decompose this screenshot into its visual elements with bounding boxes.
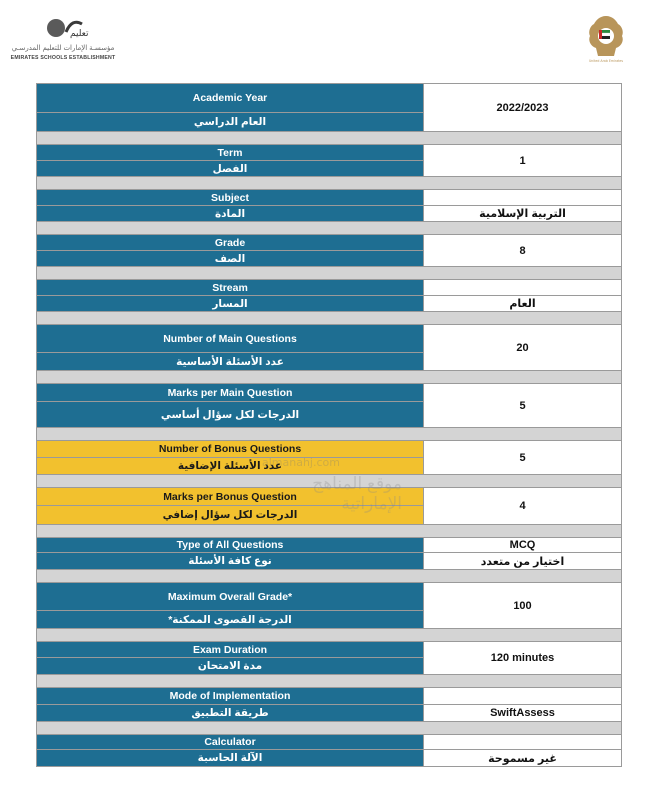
question-type-value-en: MCQ [424,538,622,553]
term-label-ar: الفصل [37,161,424,177]
calculator-value-blank [424,735,622,750]
marks-main-value: 5 [424,384,622,428]
marks-bonus-value: 4 [424,488,622,525]
row-separator [37,722,622,735]
grade-value: 8 [424,235,622,267]
stream-label-en: Stream [37,280,424,296]
table-row [37,735,622,750]
mode-value-blank [424,688,622,705]
subject-value-blank [424,190,622,206]
main-questions-label-ar: عدد الأسئلة الأساسية [37,353,424,371]
table-row [37,553,622,570]
max-grade-label-ar: الدرجة القصوى الممكنة* [37,611,424,629]
watermark-text-ar: موقع المناهج الإماراتية [312,474,402,513]
grade-label-ar: الصف [37,251,424,267]
main-questions-value: 20 [424,325,622,371]
mode-value: SwiftAssess [424,705,622,722]
watermark [262,456,402,526]
uae-caption: United Arab Emirates [588,59,624,63]
max-grade-value: 100 [424,583,622,629]
mode-label-en: Mode of Implementation [37,688,424,705]
marks-main-label-en: Marks per Main Question [37,384,424,402]
row-separator [37,570,622,583]
row-separator [37,428,622,441]
row-separator [37,222,622,235]
row-separator [37,312,622,325]
max-grade-label-en: Maximum Overall Grade* [37,583,424,611]
marks-bonus-label-en: Marks per Bonus Question [37,488,424,506]
row-separator [37,675,622,688]
calculator-label-en: Calculator [37,735,424,750]
table-row [37,538,622,553]
calculator-label-ar: الآلة الحاسبة [37,750,424,767]
stream-value-blank [424,280,622,296]
table-row [37,705,622,722]
table-row [37,84,622,113]
subject-value: التربية الإسلامية [424,206,622,222]
duration-label-ar: مدة الامتحان [37,658,424,675]
term-label-en: Term [37,145,424,161]
exam-specification-table [36,83,622,767]
table-row [37,583,622,611]
row-separator [37,371,622,384]
term-value: 1 [424,145,622,177]
table-row [37,688,622,705]
row-separator [37,177,622,190]
stream-value: العام [424,296,622,312]
subject-label-ar: المادة [37,206,424,222]
subject-label-en: Subject [37,190,424,206]
question-type-label-en: Type of All Questions [37,538,424,553]
table-row [37,642,622,658]
table-row [37,145,622,161]
emirates-schools-logo [4,14,122,66]
table-row [37,235,622,251]
row-separator [37,525,622,538]
table-row [37,296,622,312]
table-row [37,441,622,458]
table-row [37,750,622,767]
question-type-value-ar: اختيار من متعدد [424,553,622,570]
taleem-text: تعليم [70,29,89,39]
duration-value: 120 minutes [424,642,622,675]
table-row [37,384,622,402]
row-separator [37,267,622,280]
table-row [37,280,622,296]
table-row [37,325,622,353]
row-separator [37,132,622,145]
watermark-text: almanahj.com [262,456,340,469]
duration-label-en: Exam Duration [37,642,424,658]
marks-main-label-ar: الدرجات لكل سؤال أساسي [37,402,424,428]
bonus-questions-label-ar: عدد الأسئلة الإضافية [37,458,424,475]
uae-emblem-icon [584,12,628,64]
academic-year-label-ar: العام الدراسي [37,113,424,132]
calculator-value: غير مسموحة [424,750,622,767]
question-type-label-ar: نوع كافة الأسئلة [37,553,424,570]
bonus-questions-value: 5 [424,441,622,475]
academic-year-label-en: Academic Year [37,84,424,113]
grade-label-en: Grade [37,235,424,251]
taleem-logo-icon [44,14,89,40]
stream-label-ar: المسار [37,296,424,312]
mode-label-ar: طريقة التطبيق [37,705,424,722]
ese-name-arabic: مؤسسـة الإمارات للتعليم المدرسـي [11,45,115,52]
row-separator [37,629,622,642]
page-header [0,0,670,80]
bonus-questions-label-en: Number of Bonus Questions [37,441,424,458]
table-row [37,190,622,206]
main-questions-label-en: Number of Main Questions [37,325,424,353]
academic-year-value: 2022/2023 [424,84,622,132]
table-row [37,206,622,222]
marks-bonus-label-ar: الدرجات لكل سؤال إضافي [37,506,424,525]
ese-name-english: EMIRATES SCHOOLS ESTABLISHMENT [10,55,116,61]
